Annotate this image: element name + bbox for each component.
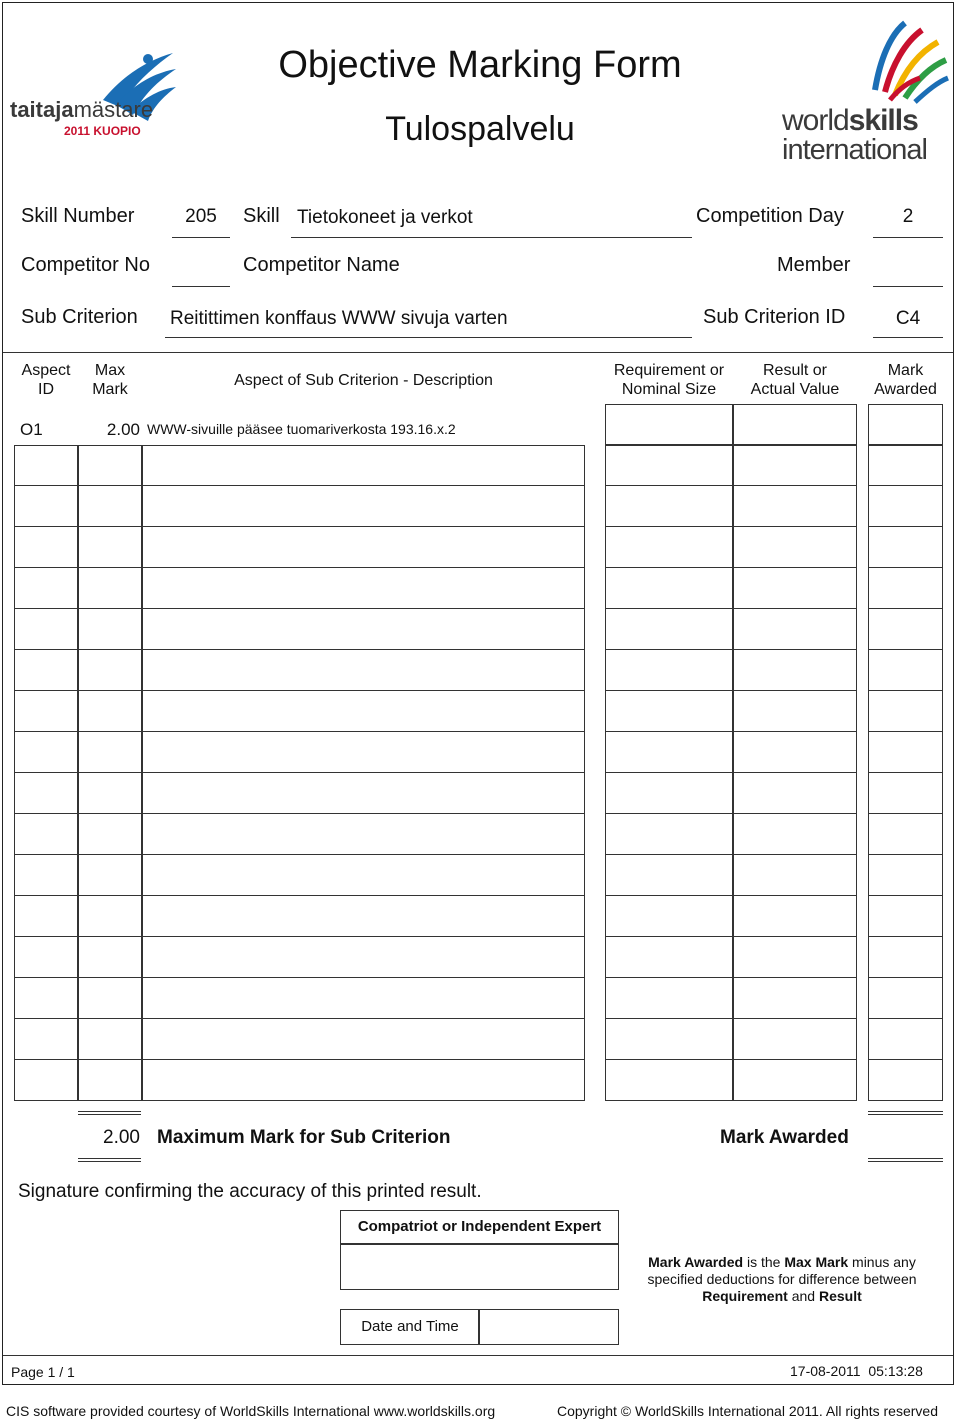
note-text-1: is the xyxy=(743,1254,785,1270)
header-rule xyxy=(3,352,953,353)
skill-number-label: Skill Number xyxy=(21,205,135,227)
page-subtitle: Tulospalvelu xyxy=(385,110,575,148)
competition-day-label: Competition Day xyxy=(696,205,844,227)
note-text-3: and xyxy=(787,1288,819,1304)
header-result: Result or Actual Value xyxy=(750,362,840,398)
mark-awarded-note xyxy=(628,1254,936,1305)
competitor-name-label: Competitor Name xyxy=(243,254,400,276)
sub-criterion-id-label: Sub Criterion ID xyxy=(703,306,846,328)
row-1-description: WWW-sivuille pääsee tuomariverkosta 193.16.x.2 xyxy=(147,421,456,437)
page-footer-rule xyxy=(3,1355,953,1356)
note-line-2: specified deductions for difference between xyxy=(647,1271,917,1287)
competitor-no-line xyxy=(172,286,230,287)
skill-number-value: 205 xyxy=(185,206,217,227)
skill-line xyxy=(291,237,692,238)
note-text-2: minus any xyxy=(848,1254,916,1270)
row-1-aspect-id: O1 xyxy=(20,420,43,439)
logo-subtext: 2011 KUOPIO xyxy=(64,124,141,138)
footer-copyright: Copyright © WorldSkills International 2011. All rights reserved xyxy=(557,1403,938,1419)
header-requirement: Requirement or Nominal Size xyxy=(613,362,725,398)
max-mark-label: Maximum Mark for Sub Criterion xyxy=(157,1127,451,1148)
header-aspect-id: Aspect ID xyxy=(21,362,71,398)
logo-text-mastare: mästare xyxy=(73,97,154,122)
total-max-mark: 2.00 xyxy=(103,1127,140,1148)
member-line xyxy=(873,286,943,287)
member-label: Member xyxy=(777,254,851,276)
print-timestamp: 17-08-2011 05:13:28 xyxy=(790,1363,923,1379)
footer-courtesy: CIS software provided courtesy of WorldSkills International www.worldskills.org xyxy=(6,1403,496,1419)
competitor-no-label: Competitor No xyxy=(21,254,150,276)
total-top-rule xyxy=(78,1111,141,1115)
awarded-bottom-rule xyxy=(868,1158,943,1162)
expert-label: Compatriot or Independent Expert xyxy=(357,1218,602,1235)
awarded-value-box[interactable] xyxy=(868,1118,943,1156)
mark-awarded-label: Mark Awarded xyxy=(720,1127,849,1148)
competition-day-value: 2 xyxy=(902,206,914,227)
expert-label-box xyxy=(340,1210,619,1244)
header-max-mark: Max Mark xyxy=(92,362,128,398)
expert-signature-box[interactable] xyxy=(340,1244,619,1290)
note-bold-2: Max Mark xyxy=(784,1254,849,1270)
sub-criterion-line xyxy=(165,337,692,338)
date-label-box xyxy=(340,1309,480,1345)
logo-text-world: world xyxy=(782,104,849,137)
logo-text-international: international xyxy=(782,134,927,166)
competition-day-line xyxy=(873,237,943,238)
logo-text-skills: skills xyxy=(848,104,918,137)
sub-criterion-id-line xyxy=(873,337,943,338)
header-mark-awarded: Mark Awarded xyxy=(874,362,937,398)
row-1-max-mark: 2.00 xyxy=(106,420,140,439)
skill-number-line xyxy=(172,237,230,238)
skill-value: Tietokoneet ja verkot xyxy=(297,207,473,228)
total-bottom-rule xyxy=(78,1158,141,1162)
header-description: Aspect of Sub Criterion - Description xyxy=(234,372,493,389)
logo-text-taitaja: taitaja xyxy=(10,97,74,122)
page-title: Objective Marking Form xyxy=(278,44,682,86)
sub-criterion-value: Reitittimen konffaus WWW sivuja varten xyxy=(170,308,508,329)
note-bold-3: Requirement xyxy=(702,1288,788,1304)
sub-criterion-label: Sub Criterion xyxy=(21,306,138,328)
page-number: Page 1 / 1 xyxy=(11,1364,75,1380)
date-label: Date and Time xyxy=(361,1318,459,1335)
awarded-top-rule xyxy=(868,1111,943,1115)
date-value-box[interactable] xyxy=(478,1309,619,1345)
skill-label: Skill xyxy=(243,205,280,227)
note-bold-4: Result xyxy=(818,1288,862,1304)
sub-criterion-id-value: C4 xyxy=(895,308,921,329)
note-bold-1: Mark Awarded xyxy=(648,1254,744,1270)
signature-statement: Signature confirming the accuracy of this printed result. xyxy=(18,1181,482,1202)
